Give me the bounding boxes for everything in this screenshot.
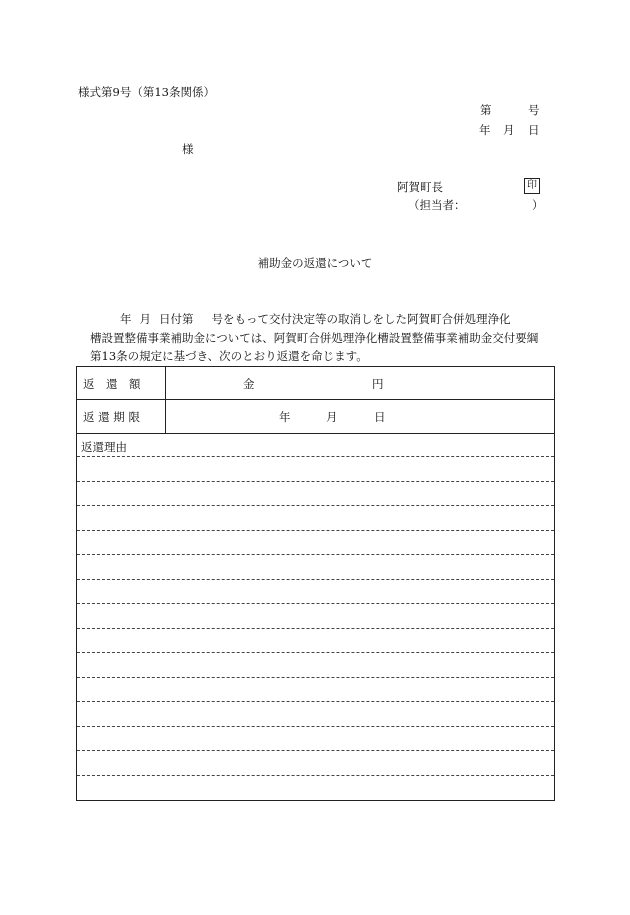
reason-label: 返還理由 xyxy=(81,440,127,454)
reason-line xyxy=(77,505,554,506)
reason-line xyxy=(77,677,554,678)
deadline-month: 月 xyxy=(326,410,338,424)
seal-mark: 印 xyxy=(524,178,540,194)
reason-line xyxy=(77,726,554,727)
amount-row xyxy=(77,367,554,400)
sender-title: 阿賀町長 xyxy=(397,180,443,194)
form-number: 様式第9号（第13条関係） xyxy=(78,85,215,99)
reason-line xyxy=(77,775,554,776)
reason-line xyxy=(77,652,554,653)
reason-line xyxy=(77,530,554,531)
body-day-number: 日付第 xyxy=(159,312,194,326)
deadline-row xyxy=(77,399,554,434)
amount-currency: 金 xyxy=(243,377,255,391)
date-day-label: 日 xyxy=(528,123,540,137)
document-title: 補助金の返還について xyxy=(257,256,373,270)
reason-line xyxy=(77,603,554,604)
document-number-prefix: 第 xyxy=(480,103,492,117)
body-month: 月 xyxy=(139,312,151,326)
deadline-label-cell xyxy=(77,399,166,433)
amount-label: 返 還 額 xyxy=(83,377,141,391)
addressee-honorific: 様 xyxy=(182,142,194,156)
reason-line xyxy=(77,579,554,580)
deadline-day: 日 xyxy=(374,410,386,424)
body-year: 年 xyxy=(120,312,132,326)
contact-person-label: （担当者： xyxy=(408,198,466,212)
reason-line xyxy=(77,750,554,751)
reason-line xyxy=(77,628,554,629)
deadline-label: 返 還 期 限 xyxy=(83,410,140,424)
reason-line xyxy=(77,481,554,482)
document-number-suffix: 号 xyxy=(528,103,540,117)
amount-unit: 円 xyxy=(372,377,384,391)
return-form-table xyxy=(76,366,555,801)
reason-line xyxy=(77,456,554,457)
body-line2: 槽設置整備事業補助金については、阿賀町合併処理浄化槽設置整備事業補助金交付要綱 xyxy=(90,330,539,345)
reason-line xyxy=(77,554,554,555)
date-month-label: 月 xyxy=(503,123,515,137)
amount-label-cell xyxy=(77,367,166,399)
body-line1-rest: 号をもって交付決定等の取消しをした阿賀町合併処理浄化 xyxy=(211,312,511,326)
reason-line xyxy=(77,701,554,702)
body-paragraph xyxy=(90,310,560,366)
date-year-label: 年 xyxy=(479,123,491,137)
deadline-year: 年 xyxy=(279,410,291,424)
body-line3: 第13条の規定に基づき、次のとおり返還を命じます。 xyxy=(90,349,368,363)
contact-person-close: ） xyxy=(532,198,544,212)
